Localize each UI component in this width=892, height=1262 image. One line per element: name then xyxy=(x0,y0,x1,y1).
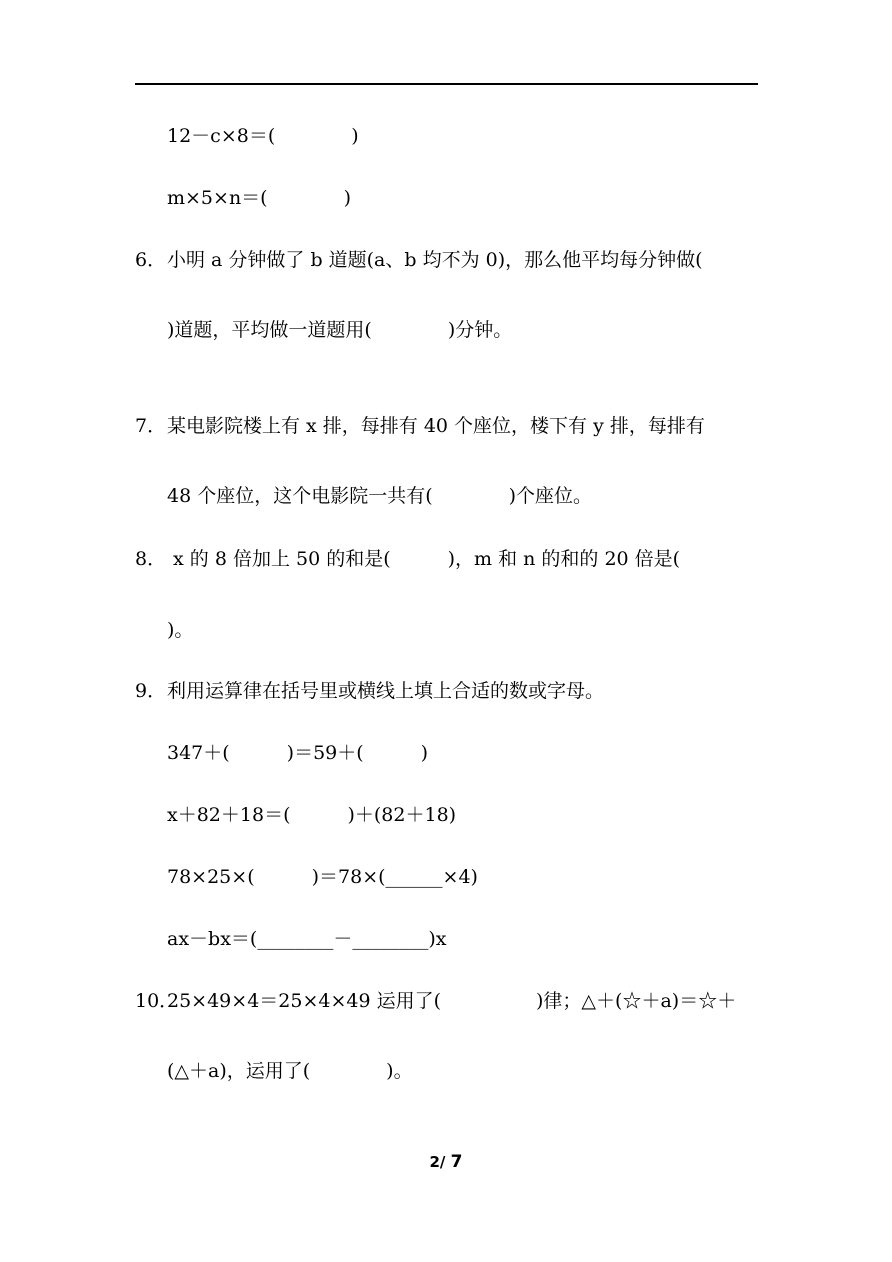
question-number-10: 10． xyxy=(135,990,179,1012)
question-7-text: 某电影院楼上有 x 排，每排有 40 个座位，楼下有 y 排，每排有 xyxy=(167,415,705,437)
header-rule xyxy=(135,83,758,85)
question-6-continuation: )道题，平均做一道题用( )分钟。 xyxy=(167,319,513,341)
question-7-continuation: 48 个座位，这个电影院一共有( )个座位。 xyxy=(167,485,593,507)
question-8-continuation: )。 xyxy=(167,619,194,641)
question-10-text: 25×49×4＝25×4×49 运用了( )律；△＋(☆＋a)＝☆＋ xyxy=(167,990,737,1012)
expression-line-1: 12－c×8＝( ) xyxy=(167,125,359,147)
question-number-8: 8． xyxy=(135,548,167,570)
question-9-item-2: x＋82＋18＝( )＋(82＋18) xyxy=(167,804,457,826)
question-6-text: 小明 a 分钟做了 b 道题(a、b 均不为 0)，那么他平均每分钟做( xyxy=(167,249,703,271)
question-9-item-4: ax－bx＝(________－________)x xyxy=(167,928,447,950)
page-total: 7 xyxy=(450,1152,463,1172)
expression-line-2: m×5×n＝( ) xyxy=(167,187,352,209)
question-number-7: 7． xyxy=(135,415,167,437)
question-10-continuation: (△＋a)，运用了( )。 xyxy=(167,1060,413,1082)
page-footer xyxy=(0,1152,892,1172)
question-8-text: x 的 8 倍加上 50 的和是( )，m 和 n 的和的 20 倍是( xyxy=(167,548,681,570)
page-number: 2/ xyxy=(429,1153,446,1171)
question-9-item-1: 347＋( )＝59＋( ) xyxy=(167,742,429,764)
question-number-6: 6． xyxy=(135,249,167,271)
question-9-item-3: 78×25×( )＝78×(______×4) xyxy=(167,866,478,888)
question-9-text: 利用运算律在括号里或横线上填上合适的数或字母。 xyxy=(167,680,605,702)
question-number-9: 9． xyxy=(135,680,167,702)
